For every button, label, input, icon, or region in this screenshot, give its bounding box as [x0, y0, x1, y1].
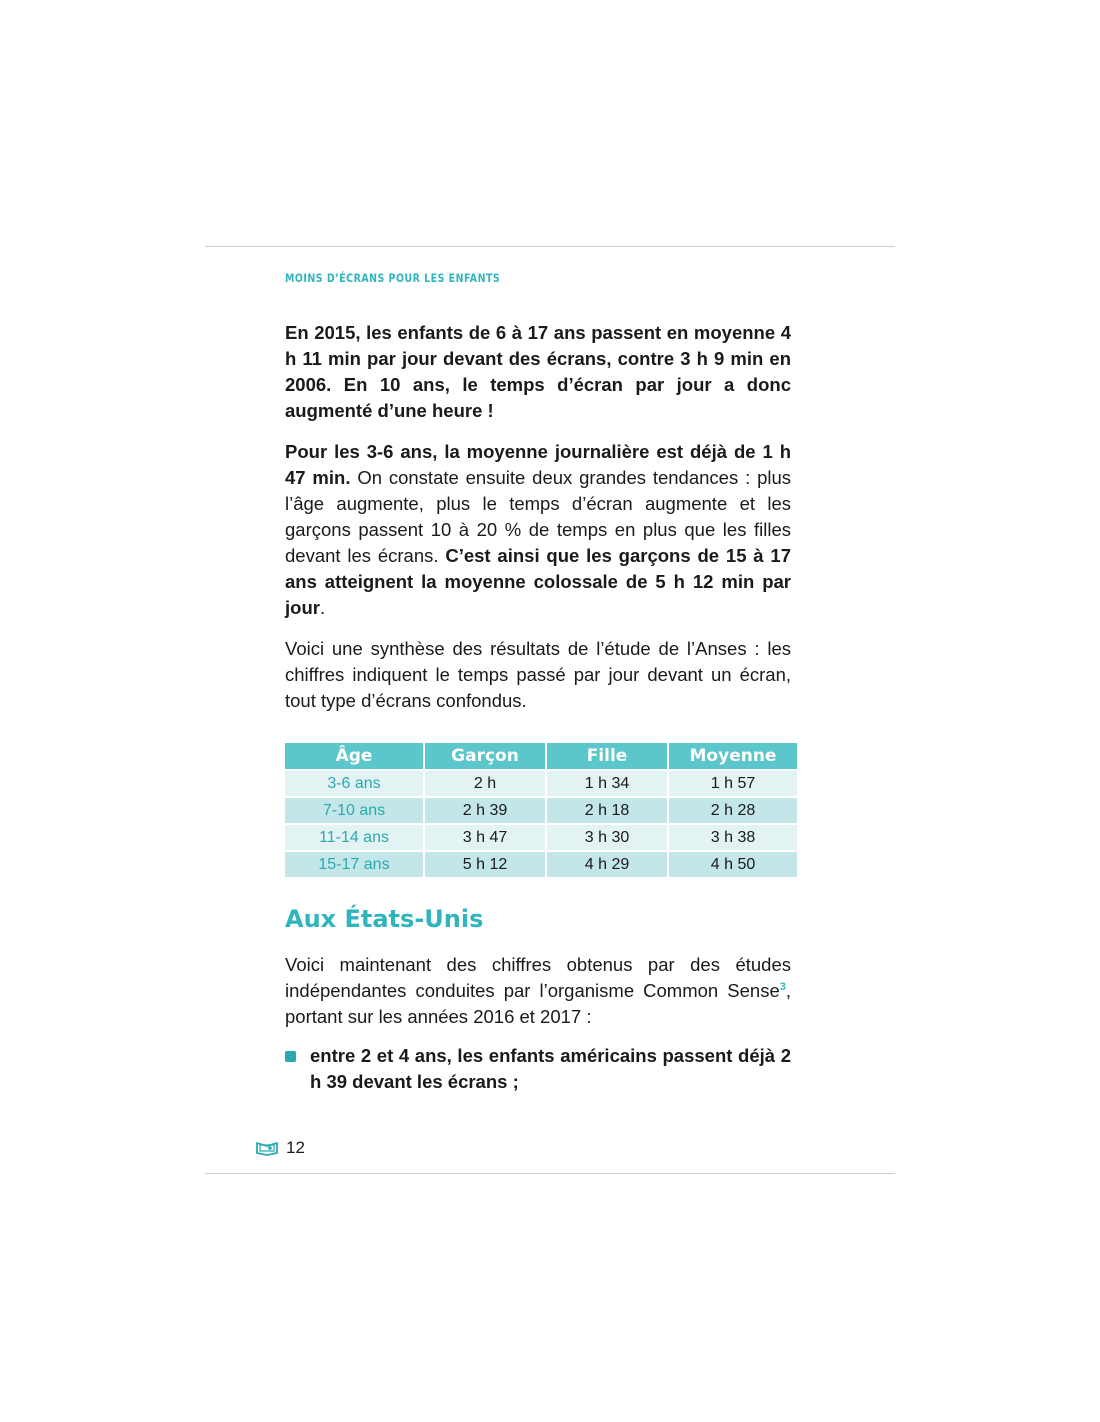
- paragraph-trends: [285, 439, 791, 621]
- footnote-reference[interactable]: 3: [779, 980, 786, 993]
- column-header-boy: Garçon: [425, 743, 545, 769]
- running-header: MOINS D’ÉCRANS POUR LES ENFANTS: [285, 271, 501, 285]
- square-bullet-icon: [285, 1051, 296, 1062]
- us-intro-text-b: , portant sur les années 2016 et 2017 :: [285, 980, 791, 1027]
- us-intro-text-a: Voici maintenant des chiffres obtenus par des études indépendantes conduites par l’organisme Common Sense: [285, 954, 791, 1001]
- cell-average: 2 h 28: [669, 798, 797, 823]
- list-item: [285, 1043, 791, 1095]
- paragraph-intro-text: En 2015, les enfants de 6 à 17 ans passent en moyenne 4 h 11 min par jour devant des écrans, contre 3 h 9 min en 2006. En 10 ans, le temps d’écran par jour a donc augmenté d’une heure !: [285, 322, 791, 421]
- paragraph-us-intro: [285, 952, 791, 1030]
- column-header-girl: Fille: [547, 743, 667, 769]
- top-rule: [205, 246, 895, 247]
- book-icon: [256, 1140, 278, 1156]
- cell-age: 3-6 ans: [285, 771, 423, 796]
- paragraph-synthesis: Voici une synthèse des résultats de l’étude de l’Anses : les chiffres indiquent le temps passé par jour devant un écran, tout type d’écrans confondus.: [285, 638, 791, 711]
- paragraph-trends-bold-b: C’est ainsi que les garçons de 15 à 17 ans atteignent la moyenne colossale de 5 h 12 min par jour: [285, 545, 792, 618]
- cell-boy: 3 h 47: [425, 825, 545, 850]
- cell-average: 1 h 57: [669, 771, 797, 796]
- cell-boy: 2 h 39: [425, 798, 545, 823]
- column-header-age: Âge: [285, 743, 423, 769]
- bottom-rule: [205, 1173, 895, 1174]
- cell-girl: 1 h 34: [547, 771, 667, 796]
- screen-time-table: [283, 741, 799, 879]
- table-row: [285, 825, 797, 850]
- cell-age: 7-10 ans: [285, 798, 423, 823]
- cell-age: 11-14 ans: [285, 825, 423, 850]
- cell-girl: 2 h 18: [547, 798, 667, 823]
- table-row: [285, 852, 797, 877]
- paragraph-trends-text: On constate ensuite deux grandes tendances : plus l’âge augmente, plus le temps d’écran augmente et les garçons passent 10 à 20 % de temps en plus que les filles devant les écrans.: [285, 467, 792, 566]
- cell-boy: 2 h: [425, 771, 545, 796]
- cell-boy: 5 h 12: [425, 852, 545, 877]
- table-row: [285, 798, 797, 823]
- cell-average: 3 h 38: [669, 825, 797, 850]
- paragraph-trends-end: .: [319, 597, 326, 618]
- table-header-row: [285, 743, 797, 769]
- cell-girl: 4 h 29: [547, 852, 667, 877]
- table-row: [285, 771, 797, 796]
- list-item-text: entre 2 et 4 ans, les enfants américains passent déjà 2 h 39 devant les écrans ;: [310, 1045, 791, 1092]
- column-header-average: Moyenne: [669, 743, 797, 769]
- cell-girl: 3 h 30: [547, 825, 667, 850]
- page-number: 12: [286, 1138, 305, 1157]
- paragraph-intro: [285, 320, 791, 424]
- section-title: Aux États-Unis: [285, 905, 484, 933]
- paragraph-trends-bold-a: Pour les 3-6 ans, la moyenne journalière est déjà de 1 h 47 min.: [285, 441, 791, 488]
- cell-age: 15-17 ans: [285, 852, 423, 877]
- cell-average: 4 h 50: [669, 852, 797, 877]
